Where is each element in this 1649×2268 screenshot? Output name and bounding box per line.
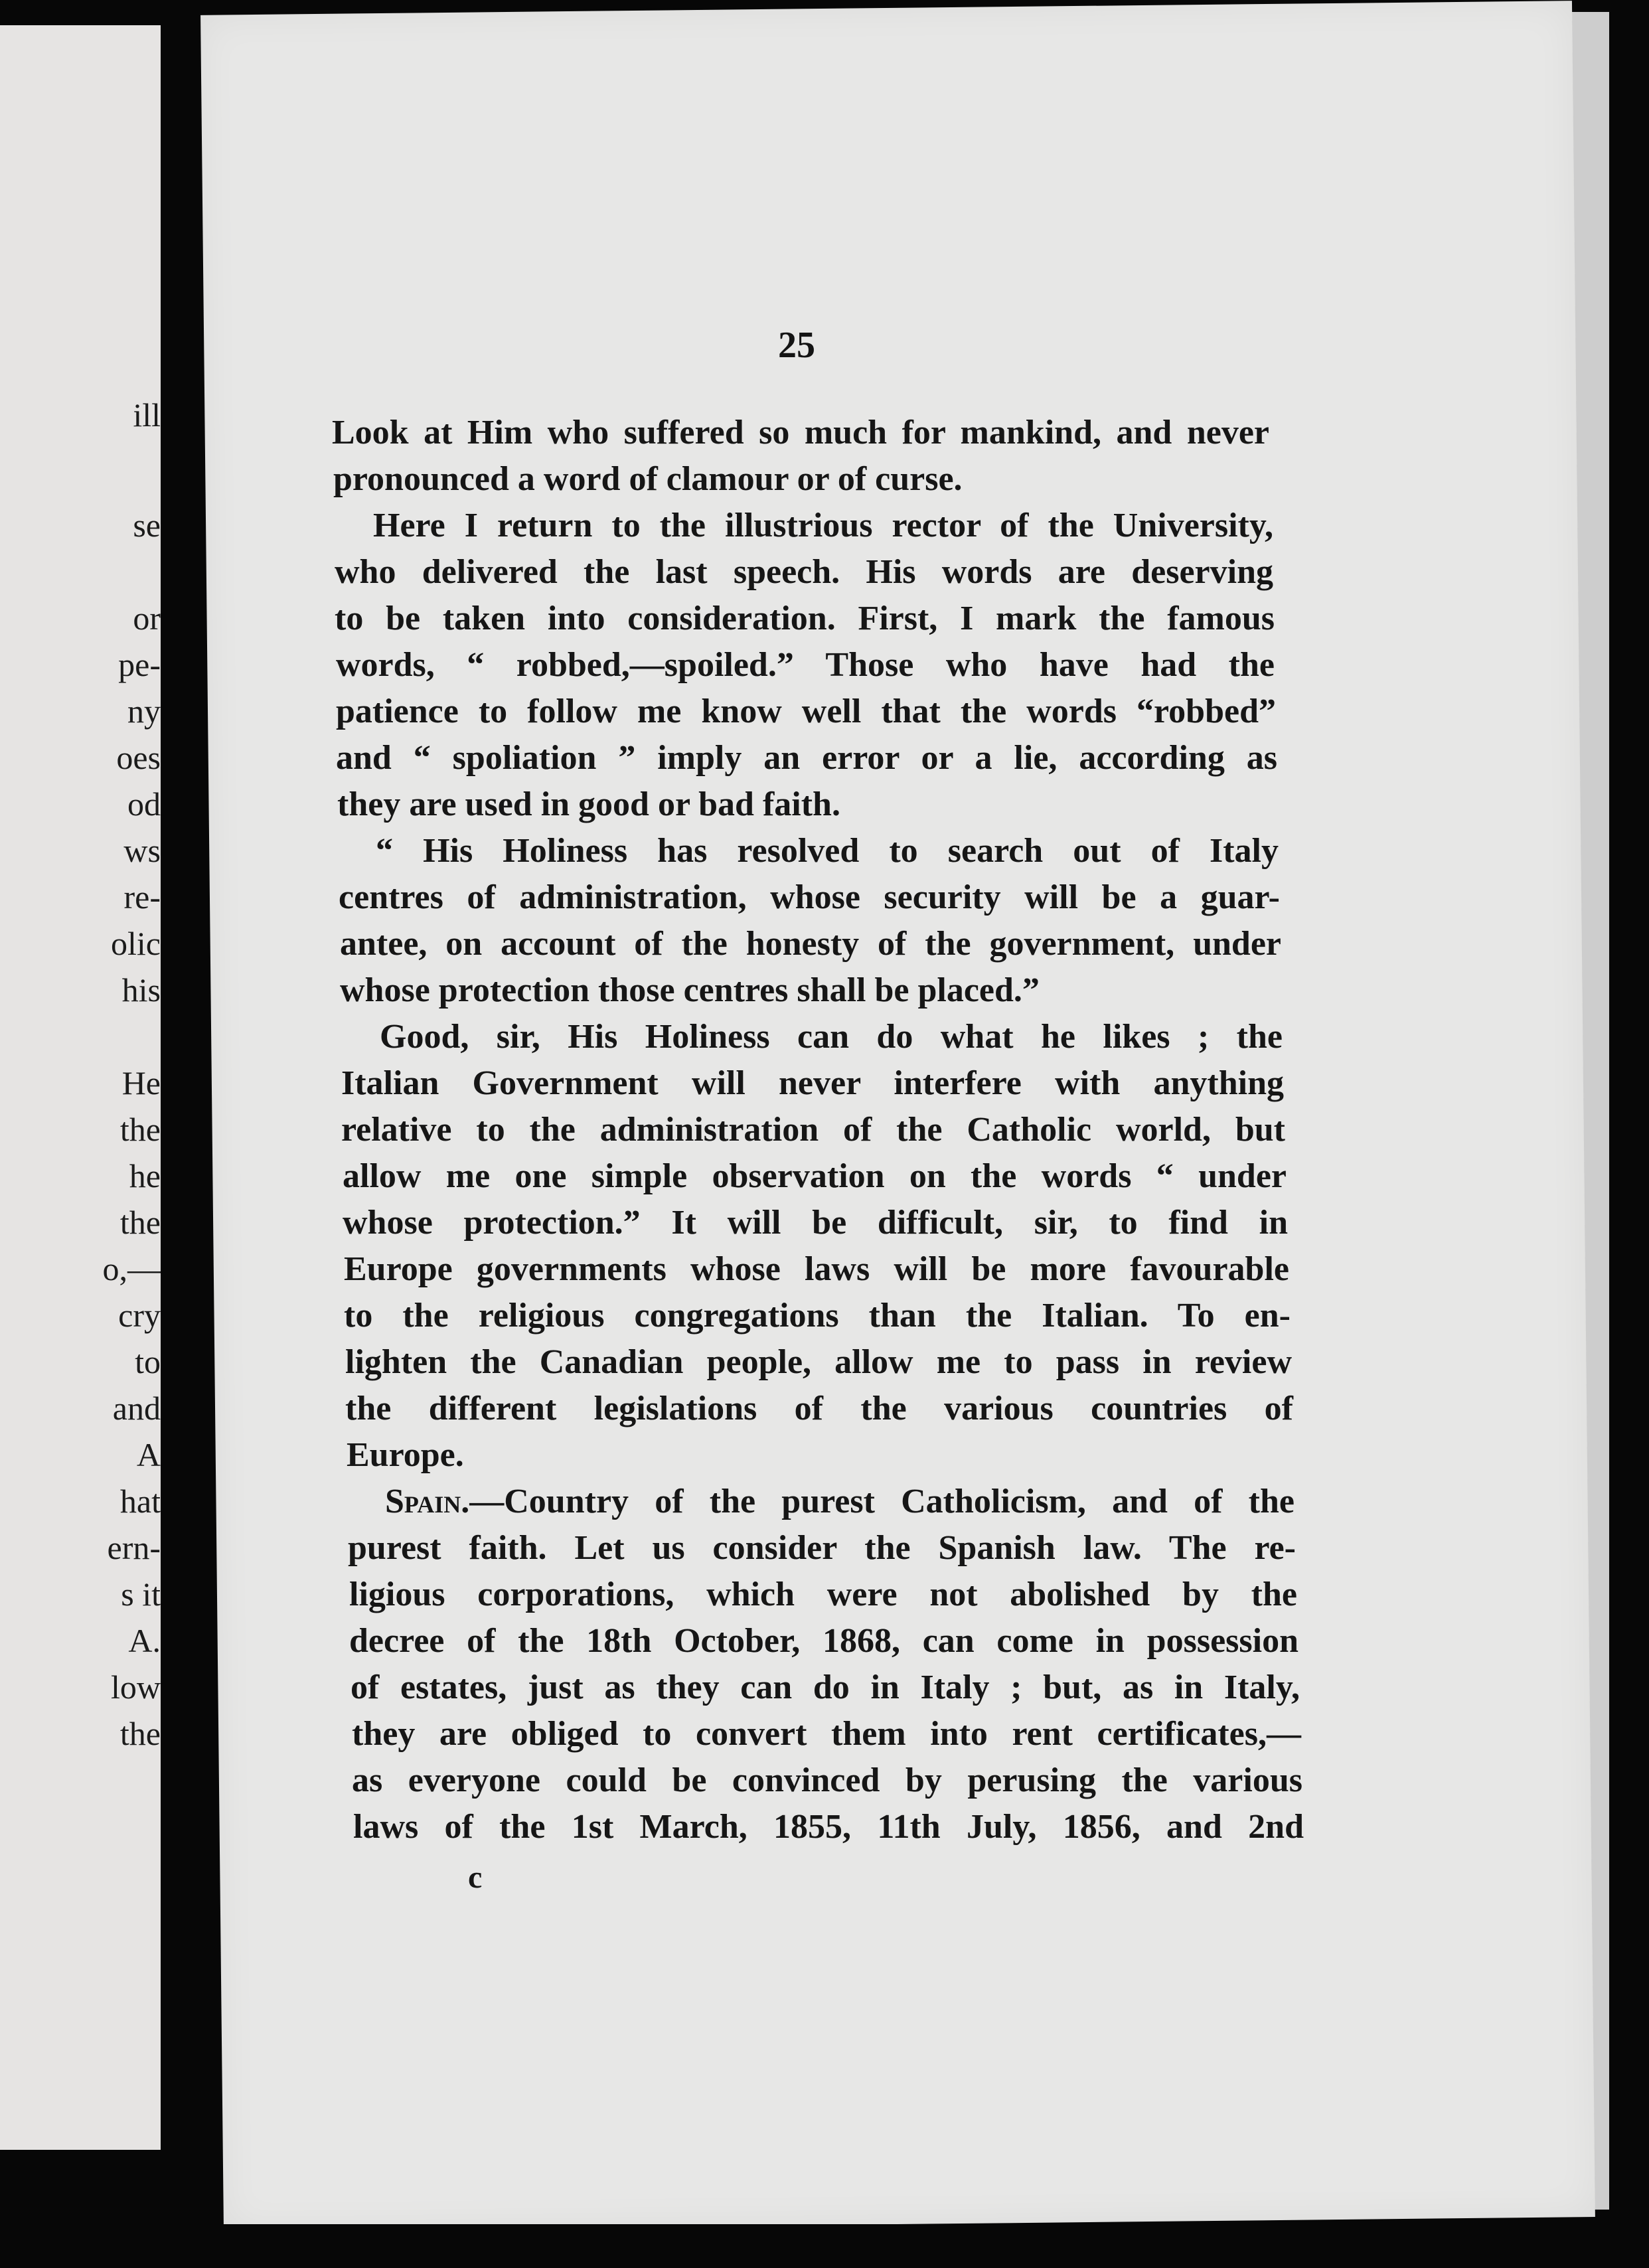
left-fragment: low [111, 1668, 161, 1706]
text-line: Look at Him who suffered so much for mankind, and never [332, 414, 1269, 451]
text-line: Europe governments whose laws will be more favourable [344, 1250, 1289, 1288]
text-line: ligious corporations, which were not abolished by the [349, 1576, 1297, 1613]
text-line: who delivered the last speech. His words are deserving [335, 553, 1273, 591]
text-line: as everyone could be convinced by perusing the various [352, 1761, 1302, 1799]
text-line: purest faith. Let us consider the Spanish law. The re- [348, 1529, 1296, 1567]
left-fragment: olic [111, 925, 161, 962]
spain-heading: Spain. [385, 1483, 470, 1520]
text-line: they are obliged to convert them into rent certificates,— [352, 1715, 1301, 1753]
left-fragment: od [127, 785, 161, 823]
text-line: Europe. [347, 1436, 464, 1474]
left-fragment: the [119, 1111, 161, 1148]
text-line-spain [385, 1481, 1295, 1523]
left-fragment: A. [128, 1622, 161, 1659]
left-fragment: s it [121, 1576, 161, 1613]
text-line: Good, sir, His Holiness can do what he likes ; the [380, 1018, 1283, 1056]
text-line: and “ spoliation ” imply an error or a lie, according as [336, 739, 1277, 777]
text-line: Italian Government will never interfere with anything [341, 1064, 1284, 1102]
left-fragment: pe- [118, 646, 161, 683]
text-line: of estates, just as they can do in Italy ; but, as in Italy, [351, 1668, 1300, 1706]
bottom-shadow [0, 2224, 1649, 2268]
left-fragment: he [129, 1157, 161, 1194]
text-line: “ His Holiness has resolved to search out of Italy [376, 832, 1279, 870]
left-fragment: cry [118, 1297, 161, 1334]
left-fragment: to [135, 1343, 161, 1380]
left-fragment: the [119, 1715, 161, 1752]
left-fragment: or [133, 600, 161, 637]
text-line: relative to the administration of the Catholic world, but [341, 1111, 1285, 1149]
text-line: the different legislations of the various countries of [345, 1390, 1293, 1427]
left-fragment: the [119, 1204, 161, 1241]
text-line: to the religious congregations than the Italian. To en- [344, 1297, 1291, 1335]
text-line: pronounced a word of clamour or of curse. [333, 460, 963, 498]
text-line: decree of the 18th October, 1868, can come in possession [349, 1622, 1298, 1660]
text-line: Here I return to the illustrious rector of the University, [373, 507, 1273, 544]
left-fragment: se [133, 507, 161, 544]
text-line: whose protection those centres shall be placed.” [340, 971, 1040, 1009]
left-fragment: ern- [107, 1529, 161, 1566]
text-line: words, “ robbed,—spoiled.” Those who have had the [336, 646, 1275, 684]
text-line: centres of administration, whose security will be a guar- [339, 878, 1280, 916]
left-fragment: and [112, 1390, 161, 1427]
left-fragment: o,— [102, 1250, 161, 1287]
book-spine [161, 27, 200, 2237]
left-fragment: ws [123, 832, 161, 869]
left-fragment: ny [127, 692, 161, 730]
text-line: lighten the Canadian people, allow me to pass in review [345, 1343, 1292, 1381]
left-fragment: A [136, 1436, 161, 1473]
text-line: patience to follow me know well that the words “robbed” [336, 692, 1276, 730]
page-number: 25 [778, 325, 815, 366]
right-shadow [1609, 0, 1649, 2268]
left-page-edge [0, 25, 161, 2150]
spain-line-text: —Country of the purest Catholicism, and of the [469, 1483, 1295, 1520]
signature-mark: c [468, 1860, 483, 1895]
left-fragment: oes [116, 739, 161, 776]
text-line: laws of the 1st March, 1855, 11th July, 1856, and 2nd [353, 1808, 1304, 1846]
left-fragment: re- [123, 878, 161, 916]
left-fragment: ill [133, 396, 161, 434]
left-fragment: He [121, 1064, 161, 1101]
text-line: they are used in good or bad faith. [337, 785, 840, 823]
left-fragment: hat [119, 1483, 161, 1520]
text-line: to be taken into consideration. First, I mark the famous [335, 600, 1275, 637]
text-line: allow me one simple observation on the words “ under [343, 1157, 1287, 1195]
left-fragment: his [121, 971, 161, 1009]
text-line: whose protection.” It will be difficult, sir, to find in [343, 1204, 1288, 1242]
text-line: antee, on account of the honesty of the government, under [340, 925, 1281, 963]
